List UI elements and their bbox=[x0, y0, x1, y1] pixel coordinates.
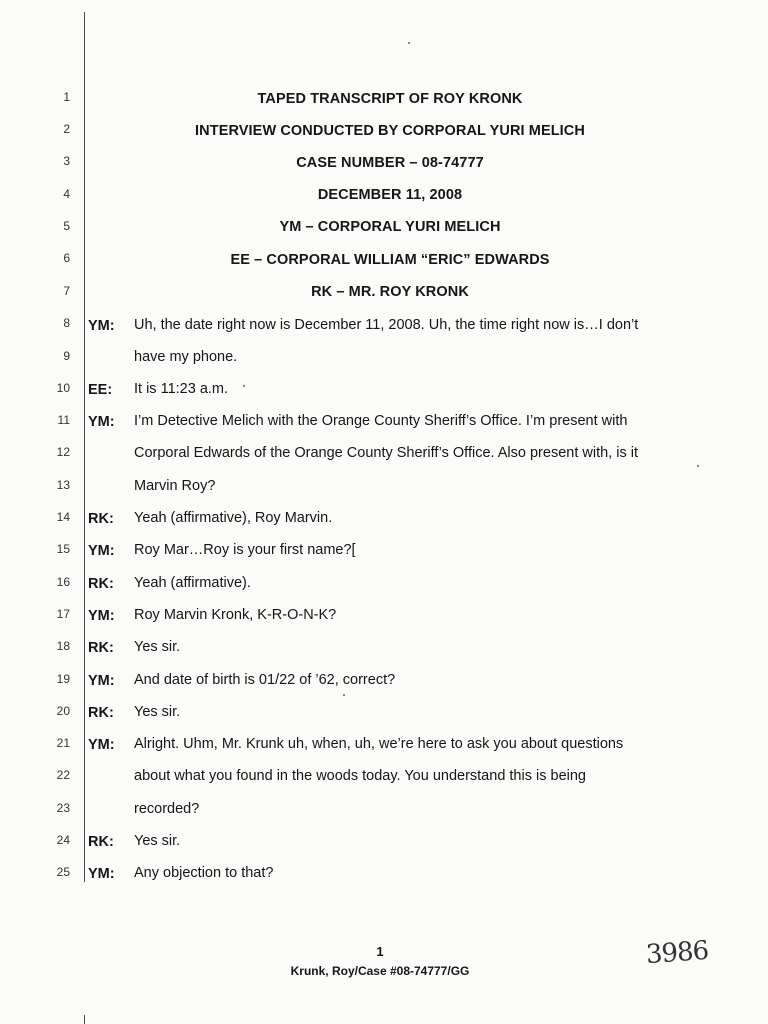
line-number: 10 bbox=[56, 381, 70, 395]
speaker-label: YM: bbox=[88, 673, 115, 689]
dialog-text: about what you found in the woods today. You understand this is being bbox=[134, 768, 586, 784]
line-number: 17 bbox=[56, 607, 70, 621]
line-number: 2 bbox=[63, 122, 70, 136]
line-number: 13 bbox=[56, 478, 70, 492]
line-number: 5 bbox=[63, 219, 70, 233]
speaker-label: YM: bbox=[88, 737, 115, 753]
line-number: 3 bbox=[63, 154, 70, 168]
dialog-text: Roy Marvin Kronk, K-R-O-N-K? bbox=[134, 607, 337, 623]
speaker-label: RK: bbox=[88, 640, 114, 656]
line-number: 20 bbox=[56, 704, 70, 718]
speaker-label: YM: bbox=[88, 414, 115, 430]
line-number: 12 bbox=[56, 445, 70, 459]
interview-date: DECEMBER 11, 2008 bbox=[317, 187, 463, 203]
dialog-text: Alright. Uhm, Mr. Krunk uh, when, uh, we’re here to ask you about questions bbox=[134, 736, 624, 752]
speaker-label: EE: bbox=[88, 382, 113, 398]
dialog-text: Corporal Edwards of the Orange County Sheriff’s Office. Also present with, is it bbox=[134, 445, 638, 461]
participant-rk: RK – MR. ROY KRONK bbox=[311, 284, 469, 300]
line-number: 1 bbox=[63, 90, 70, 104]
speaker-label: YM: bbox=[88, 866, 115, 882]
scan-speck bbox=[408, 42, 410, 44]
participant-ee: EE – CORPORAL WILLIAM “ERIC” EDWARDS bbox=[230, 252, 550, 268]
dialog-text: Yeah (affirmative). bbox=[134, 575, 251, 591]
participant-ym: YM – CORPORAL YURI MELICH bbox=[279, 219, 501, 235]
line-number: 8 bbox=[63, 316, 70, 330]
line-number: 18 bbox=[56, 639, 70, 653]
dialog-text: have my phone. bbox=[134, 349, 238, 365]
left-margin-rule bbox=[84, 12, 85, 882]
scan-speck bbox=[343, 694, 345, 696]
page-number: 1 bbox=[376, 944, 384, 959]
line-number: 6 bbox=[63, 251, 70, 265]
speaker-label: RK: bbox=[88, 834, 114, 850]
line-number: 21 bbox=[56, 736, 70, 750]
line-number: 23 bbox=[56, 801, 70, 815]
dialog-text: Yes sir. bbox=[134, 639, 181, 655]
dialog-text: Yeah (affirmative), Roy Marvin. bbox=[134, 510, 333, 526]
dialog-text: It is 11:23 a.m. bbox=[134, 381, 229, 397]
scan-speck bbox=[697, 465, 699, 467]
dialog-text: recorded? bbox=[134, 801, 200, 817]
line-number: 14 bbox=[56, 510, 70, 524]
case-number: CASE NUMBER – 08-74777 bbox=[296, 155, 484, 171]
line-number: 9 bbox=[63, 349, 70, 363]
line-number: 11 bbox=[57, 413, 70, 427]
left-margin-rule-bottom bbox=[84, 1015, 85, 1024]
line-number: 15 bbox=[56, 542, 70, 556]
line-number: 4 bbox=[63, 187, 70, 201]
speaker-label: RK: bbox=[88, 576, 114, 592]
speaker-label: YM: bbox=[88, 608, 115, 624]
line-number: 7 bbox=[63, 284, 70, 298]
speaker-label: YM: bbox=[88, 318, 115, 334]
handwritten-bates-number: 3986 bbox=[645, 935, 710, 971]
speaker-label: YM: bbox=[88, 543, 115, 559]
transcript-title: TAPED TRANSCRIPT OF ROY KRONK bbox=[257, 91, 523, 107]
line-number: 16 bbox=[56, 575, 70, 589]
dialog-text: Yes sir. bbox=[134, 704, 181, 720]
dialog-text: Any objection to that? bbox=[134, 865, 274, 881]
dialog-text: I’m Detective Melich with the Orange County Sheriff’s Office. I’m present with bbox=[134, 413, 628, 429]
speaker-label: RK: bbox=[88, 511, 114, 527]
scan-speck bbox=[243, 385, 245, 387]
footer-reference: Krunk, Roy/Case #08-74777/GG bbox=[290, 964, 470, 978]
interview-subtitle: INTERVIEW CONDUCTED BY CORPORAL YURI MELICH bbox=[195, 123, 585, 139]
dialog-text: And date of birth is 01/22 of ’62, correct? bbox=[134, 672, 396, 688]
line-number: 25 bbox=[56, 865, 70, 879]
line-number: 24 bbox=[56, 833, 70, 847]
dialog-text: Uh, the date right now is December 11, 2008. Uh, the time right now is…I don’t bbox=[134, 317, 639, 333]
dialog-text: Marvin Roy? bbox=[134, 478, 216, 494]
dialog-text: Roy Mar…Roy is your first name?[ bbox=[134, 542, 356, 558]
dialog-text: Yes sir. bbox=[134, 833, 181, 849]
line-number: 19 bbox=[56, 672, 70, 686]
speaker-label: RK: bbox=[88, 705, 114, 721]
line-number: 22 bbox=[56, 768, 70, 782]
